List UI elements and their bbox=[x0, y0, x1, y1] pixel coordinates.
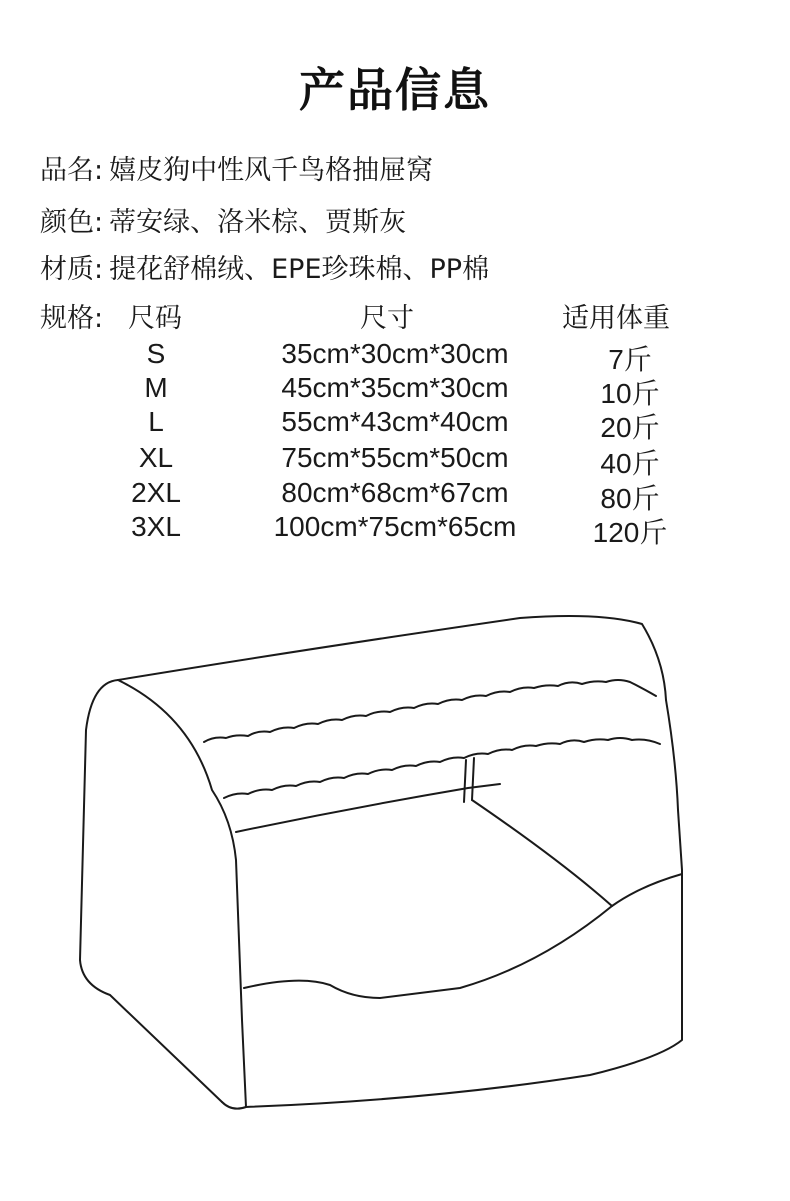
page-title: 产品信息 bbox=[299, 63, 491, 117]
color-row bbox=[40, 200, 406, 239]
spec-header-weight: 适用体重 bbox=[562, 303, 670, 334]
spec-weight-cell: 10斤 bbox=[600, 378, 660, 409]
product-name-row bbox=[40, 148, 433, 187]
spec-weight-cell: 120斤 bbox=[592, 517, 668, 548]
color-value: 蒂安绿、洛米棕、贾斯灰 bbox=[109, 207, 407, 238]
product-name-label: 品名: bbox=[40, 155, 104, 186]
spec-label: 规格: bbox=[40, 303, 104, 334]
spec-dimensions-cell: 75cm*55cm*50cm bbox=[281, 442, 509, 473]
spec-header-dimensions: 尺寸 bbox=[360, 303, 414, 334]
material-value: 提花舒棉绒、EPE珍珠棉、PP棉 bbox=[109, 254, 490, 285]
spec-size-cell: 3XL bbox=[131, 511, 181, 542]
material-row bbox=[40, 247, 489, 286]
spec-dimensions-cell: 55cm*43cm*40cm bbox=[281, 406, 509, 437]
spec-dimensions-cell: 80cm*68cm*67cm bbox=[281, 477, 509, 508]
material-label: 材质: bbox=[40, 254, 104, 285]
spec-size-cell: XL bbox=[138, 442, 174, 473]
spec-dimensions-cell: 35cm*30cm*30cm bbox=[281, 338, 509, 369]
spec-size-cell: M bbox=[144, 372, 168, 403]
color-label: 颜色: bbox=[40, 207, 104, 238]
spec-weight-cell: 20斤 bbox=[600, 412, 660, 443]
spec-weight-cell: 7斤 bbox=[608, 344, 652, 375]
spec-dimensions-cell: 45cm*35cm*30cm bbox=[281, 372, 509, 403]
spec-weight-cell: 80斤 bbox=[600, 483, 660, 514]
spec-weight-cell: 40斤 bbox=[600, 448, 660, 479]
spec-dimensions-cell: 100cm*75cm*65cm bbox=[273, 511, 517, 542]
spec-size-cell: S bbox=[146, 338, 166, 369]
spec-size-cell: 2XL bbox=[131, 477, 181, 508]
spec-size-cell: L bbox=[148, 406, 164, 437]
pet-bed-line-drawing-icon bbox=[0, 580, 790, 1140]
product-name-value: 嬉皮狗中性风千鸟格抽屉窝 bbox=[109, 155, 434, 186]
spec-header-size: 尺码 bbox=[128, 303, 182, 334]
